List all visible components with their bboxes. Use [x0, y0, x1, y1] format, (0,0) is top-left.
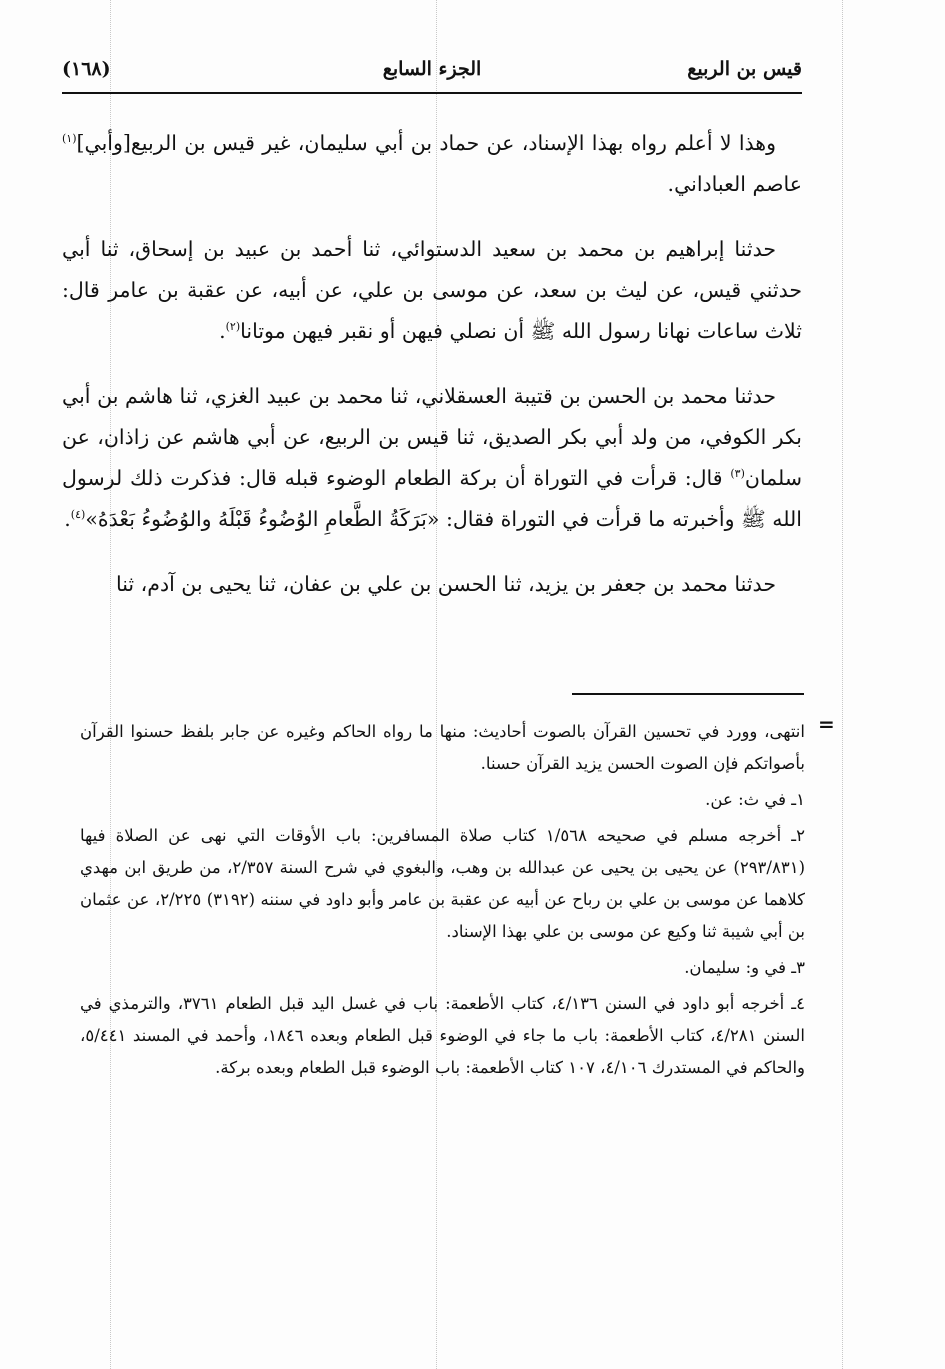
main-text	[62, 123, 802, 629]
header-rule	[62, 92, 802, 94]
continuation-mark: =	[818, 712, 835, 736]
page-header	[62, 52, 802, 92]
paragraph	[62, 376, 802, 540]
paragraph	[62, 123, 802, 205]
paragraph-text: حدثنا إبراهيم بن محمد بن سعيد الدستوائي، ثنا أحمد بن عبيد بن إسحاق، ثنا أبي حدثني قيس، عن ليث بن سعد، عن موسى بن علي، عن أبيه، عن عقبة بن عامر قال: ثلاث ساعات نهانا رسول الله ﷺ أن نصلي فيهن أو نقبر فيهن موتانا	[62, 237, 802, 343]
paragraph-text: .	[64, 507, 71, 531]
footnote-separator	[572, 693, 804, 695]
footnote-1: ١ـ في ث: عن.	[705, 790, 805, 809]
footnote-ref: (٢)	[225, 320, 241, 334]
running-title: قيس بن الربيع	[687, 58, 802, 80]
paragraph-text: وهذا لا أعلم رواه بهذا الإسناد، عن حماد بن أبي سليمان، غير قيس بن الربيع[وأبي]	[76, 131, 776, 155]
paragraph	[62, 229, 802, 352]
paragraph-text: قال: قرأت في التوراة أن بركة الطعام الوضوء قبله قال: فذكرت ذلك لرسول الله ﷺ وأخبرته ما قرأت في التوراة فقال: «بَرَكَةُ الطَّعامِ الوُضُوءُ قَبْلَهُ والوُضُوءُ بَعْدَهُ»	[62, 466, 802, 531]
paragraph-text: .	[219, 319, 226, 343]
footnote-continuation: انتهى، وورد في تحسين القرآن بالصوت أحاديث: منها ما رواه الحاكم وغيره عن جابر بلفظ حسنوا القرآن بأصواتكم فإن الصوت الحسن يزيد القرآن حسنا.	[80, 722, 805, 773]
footnote-ref: (١)	[62, 132, 77, 146]
footnote-4: ٤ـ أخرجه أبو داود في السنن ٤/١٣٦، كتاب الأطعمة: باب في غسل اليد قبل الطعام ٣٧٦١، والترمذي في السنن ٤/٢٨١، كتاب الأطعمة: باب ما جاء في الوضوء قبل الطعام وبعده ١٨٤٦، وأحمد في المسند ٥/٤٤١، والحاكم في المستدرك ٤/١٠٦، ١٠٧ كتاب الأطعمة: باب الوضوء قبل الطعام وبعده بركة.	[80, 994, 805, 1077]
scan-artifact	[842, 0, 843, 1369]
footnote-3: ٣ـ في و: سليمان.	[684, 958, 805, 977]
footnote-2: ٢ـ أخرجه مسلم في صحيحه ١/٥٦٨ كتاب صلاة المسافرين: باب الأوقات التي نهى عن الصلاة فيها (٢٩٣/٨٣١) عن يحيى بن يحيى عن عبدالله بن وهب، والبغوي في شرح السنة ٢/٣٥٧، من طريق ابن مهدي كلاهما عن موسى بن علي بن رباح عن أبيه عن عقبة بن عامر وأبو داود في سننه (٣١٩٢) ٢/٢٢٥، عن عثمان بن أبي شيبة ثنا وكيع عن موسى بن علي بهذا الإسناد.	[80, 826, 805, 941]
footnotes	[80, 716, 805, 1088]
page-number: (١٦٨)	[62, 58, 111, 80]
part-label: الجزء السابع	[382, 58, 482, 80]
footnote-ref: (٤)	[70, 508, 86, 522]
paragraph-text: حدثنا محمد بن الحسن بن قتيبة العسقلاني، ثنا محمد بن عبيد الغزي، ثنا هاشم بن أبي بكر الكوفي، من ولد أبي بكر الصديق، ثنا قيس بن الربيع، عن أبي هاشم عن زاذان، عن سلمان	[62, 384, 802, 490]
paragraph	[62, 564, 802, 605]
footnote-ref: (٣)	[730, 467, 745, 481]
paragraph-text: عاصم العباداني.	[667, 172, 802, 196]
paragraph-text: حدثنا محمد بن جعفر بن يزيد، ثنا الحسن بن علي بن عفان، ثنا يحيى بن آدم، ثنا	[115, 572, 776, 596]
